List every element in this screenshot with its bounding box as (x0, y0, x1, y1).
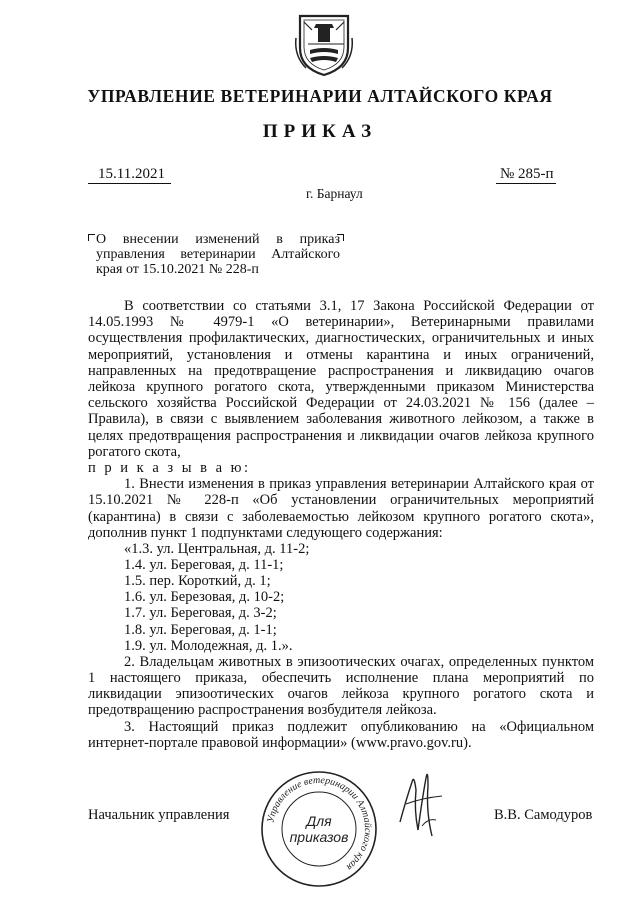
order-number: № 285-п (496, 165, 556, 184)
handwritten-signature (392, 760, 452, 840)
subitem: 1.7. ул. Береговая, д. 3-2; (124, 605, 277, 622)
subitem: «1.3. ул. Центральная, д. 11-2; (124, 541, 310, 558)
subitem: 1.6. ул. Березовая, д. 10-2; (124, 589, 285, 606)
order-subject: О внесении изменений в приказ управления ветеринарии Алтайского края от 15.10.2021 № 228-п (96, 232, 340, 277)
item-3-paragraph: 3. Настоящий приказ подлежит опубликованию на «Официальном интернет-портале правовой информации» (www.pravo.gov.ru). (88, 718, 594, 751)
subitem: 1.9. ул. Молодежная, д. 1.». (124, 637, 293, 654)
signatory-name: В.В. Самодуров (494, 807, 593, 823)
stamp-center-line-1: Для (306, 813, 332, 829)
coat-of-arms-emblem (294, 10, 354, 78)
organization-title: УПРАВЛЕНИЕ ВЕТЕРИНАРИИ АЛТАЙСКОГО КРАЯ (87, 86, 553, 106)
order-word: п р и к а з ы в а ю: (88, 460, 251, 477)
subitem: 1.4. ул. Береговая, д. 11-1; (124, 557, 284, 574)
official-stamp (258, 768, 380, 890)
stamp-center-line-2: приказов (289, 829, 349, 845)
item-1-paragraph: 1. Внести изменения в приказ управления ветеринарии Алтайского края от 15.10.2021 № 228-п «Об установлении ограничительных мероприятий (карантина) в связи с заболеваемостью лейкозом крупного рогатого скота», дополнив пункт 1 подпунктами следующего содержания: (88, 476, 594, 541)
subitem: 1.5. пер. Короткий, д. 1; (124, 573, 271, 590)
stamp-ring-text: Управление ветеринарии Алтайского края (265, 774, 374, 873)
order-date: 15.11.2021 (88, 165, 171, 184)
subject-bracket-left (88, 234, 95, 241)
preamble-paragraph: В соответствии со статьями 3.1, 17 Закона Российской Федерации от 14.05.1993 № 4979-1 «О ветеринарии», Ветеринарными правилами осуществления профилактических, диагностических, ограничительных и иных мероприятий, установления и отмены карантина и иных ограничений, направленных на предотвращение распространения и ликвидацию очагов лейкоза крупного рогатого скота, утвержденными приказом Министерства сельского хозяйства Российской Федерации от 24.03.2021 № 156 (далее – Правила), в связи с выявлением заболевания животного лейкозом, а также в целях предотвращения распространения и ликвидации очагов лейкоза крупного рогатого скота, (88, 298, 594, 460)
subitem: 1.8. ул. Береговая, д. 1-1; (124, 621, 277, 638)
city-label: г. Барнаул (306, 186, 363, 201)
order-body (88, 298, 594, 751)
signatory-position: Начальник управления (88, 807, 230, 823)
item-2-paragraph: 2. Владельцам животных в эпизоотических очагах, определенных пунктом 1 настоящего приказа, обеспечить исполнение плана мероприятий по ликвидации эпизоотических очагов лейкоза крупного рогатого скота и предотвращению распространения возбудителя лейкоза. (88, 653, 594, 719)
document-type-title: ПРИКАЗ (262, 121, 378, 142)
